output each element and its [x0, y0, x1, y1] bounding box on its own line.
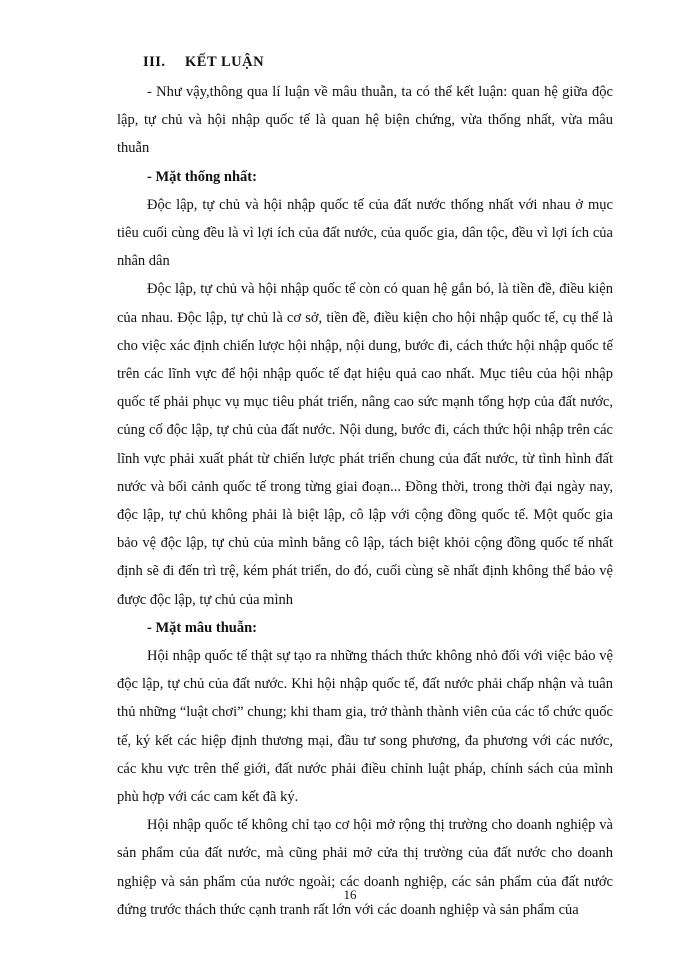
unity-heading: - Mặt thống nhất: [147, 168, 257, 185]
page-number: 16 [343, 887, 357, 902]
unity-paragraph-1: Độc lập, tự chủ và hội nhập quốc tế của đất nước thống nhất với nhau ở mục tiêu cuối cùng đều là vì lợi ích của đất nước, của quốc gia, dân tộc, đều vì lợi ích của nhân dân [117, 196, 613, 270]
unity-paragraph-2: Độc lập, tự chủ và hội nhập quốc tế còn có quan hệ gắn bó, là tiền đề, điều kiện của nhau. Độc lập, tự chủ là cơ sở, tiền đề, điều kiện cho hội nhập quốc tế, cụ thể là cho việc xác định chiến lược hội nhập, nội dung, bước đi, cách thức hội nhập quốc tế trên các lĩnh vực để hội nhập quốc tế đạt hiệu quả cao nhất. Mục tiêu của hội nhập quốc tế phải phục vụ mục tiêu phát triển, nâng cao sức mạnh tổng hợp của đất nước, củng cố độc lập, tự chủ của đất nước. Nội dung, bước đi, cách thức hội nhập trên các lĩnh vực phải xuất phát từ chiến lược phát triển chung của đất nước, từ tình hình đất nước và bối cảnh quốc tế trong từng giai đoạn... Đồng thời, trong thời đại ngày nay, độc lập, tự chủ không phải là biệt lập, cô lập với cộng đồng quốc tế. Một quốc gia bảo vệ độc lập, tự chủ của mình bằng cô lập, tách biệt khỏi cộng đồng quốc tế nhất định sẽ đi đến trì trệ, kém phát triển, do đó, cuối cùng sẽ nhất định không thể bảo vệ được độc lập, tự chủ của mình [117, 281, 613, 608]
section-number: III. [143, 54, 166, 70]
contradiction-paragraph-2: Hội nhập quốc tế không chỉ tạo cơ hội mở rộng thị trường cho doanh nghiệp và sản phẩm của đất nước, mà cũng phải mở cửa thị trường của đất nước cho doanh nghiệp và sản phẩm của nước ngoài; các doanh nghiệp, các sản phẩm của đất nước đứng trước thách thức cạnh tranh rất lớn với các doanh nghiệp và sản phẩm của [117, 817, 613, 918]
section-heading [143, 52, 613, 72]
contradiction-paragraph-1: Hội nhập quốc tế thật sự tạo ra những thách thức không nhỏ đối với việc bảo vệ độc lập, tự chủ của đất nước. Khi hội nhập quốc tế, đất nước phải chấp nhận và tuân thủ những “luật chơi” chung; khi tham gia, trở thành thành viên của các tổ chức quốc tế, ký kết các hiệp định thương mại, đầu tư song phương, đa phương với các nước, các khu vực trên thế giới, đất nước phải điều chỉnh luật pháp, chính sách của mình phù hợp với các cam kết đã ký. [117, 648, 613, 806]
section-title: KẾT LUẬN [185, 54, 265, 70]
contradiction-heading: - Mặt mâu thuẫn: [147, 619, 257, 636]
intro-paragraph: - Như vậy,thông qua lí luận về mâu thuẫn, ta có thể kết luận: quan hệ giữa độc lập, tự chủ và hội nhập quốc tế là quan hệ biện chứng, vừa thống nhất, vừa mâu thuẫn [117, 84, 613, 157]
document-page [117, 52, 613, 924]
